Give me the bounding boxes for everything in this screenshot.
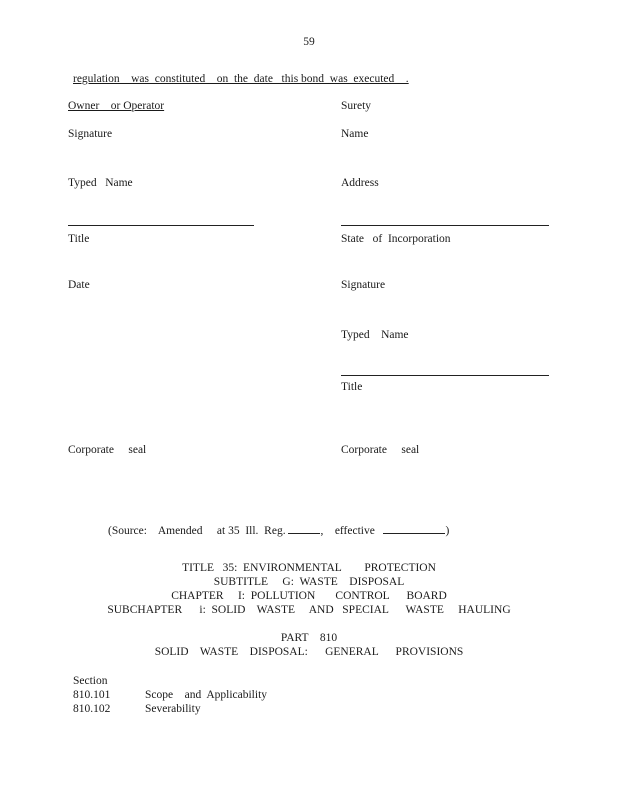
owner-operator-heading: Owner or Operator — [68, 100, 165, 112]
chapter-heading: CHAPTER I: POLLUTION CONTROL BOARD — [171, 590, 447, 602]
surety-heading: Surety — [341, 100, 372, 112]
effective-date-blank — [383, 522, 445, 534]
surety-address-label: Address — [341, 177, 379, 189]
owner-typed-name-label: Typed Name — [68, 177, 133, 189]
source-middle: , effective — [320, 525, 375, 537]
owner-signature-label: Signature — [68, 128, 113, 140]
subtitle-heading: SUBTITLE G: WASTE DISPOSAL — [213, 576, 405, 588]
owner-signature-line — [68, 225, 254, 226]
source-prefix: (Source: Amended at 35 Ill. Reg. — [108, 525, 286, 537]
surety-address-line — [341, 225, 549, 226]
register-blank — [288, 522, 320, 534]
part-number: PART 810 — [280, 632, 338, 644]
section-label: Section — [73, 675, 108, 687]
surety-corporate-seal-label: Corporate seal — [341, 444, 420, 456]
page-number: 59 — [303, 36, 315, 48]
section-title: Severability — [145, 703, 201, 715]
surety-state-label: State of Incorporation — [341, 233, 451, 245]
surety-typed-name-label: Typed Name — [341, 329, 409, 341]
surety-typed-name-line — [341, 375, 549, 376]
subchapter-heading: SUBCHAPTER i: SOLID WASTE AND SPECIAL WASTE HAULING — [107, 604, 511, 616]
bond-text: regulation was constituted on the date this bond was executed . — [73, 73, 409, 85]
owner-title-label: Title — [68, 233, 90, 245]
surety-name-label: Name — [341, 128, 369, 140]
source-note — [108, 522, 449, 538]
section-title: Scope and Applicability — [145, 689, 268, 701]
owner-date-label: Date — [68, 279, 90, 291]
part-title: SOLID WASTE DISPOSAL: GENERAL PROVISIONS — [154, 646, 464, 658]
surety-title-label: Title — [341, 381, 363, 393]
section-number: 810.101 — [73, 689, 111, 701]
source-suffix: ) — [445, 525, 450, 537]
title-heading: TITLE 35: ENVIRONMENTAL PROTECTION — [182, 562, 436, 574]
owner-corporate-seal-label: Corporate seal — [68, 444, 147, 456]
section-number: 810.102 — [73, 703, 111, 715]
surety-signature-label: Signature — [341, 279, 386, 291]
